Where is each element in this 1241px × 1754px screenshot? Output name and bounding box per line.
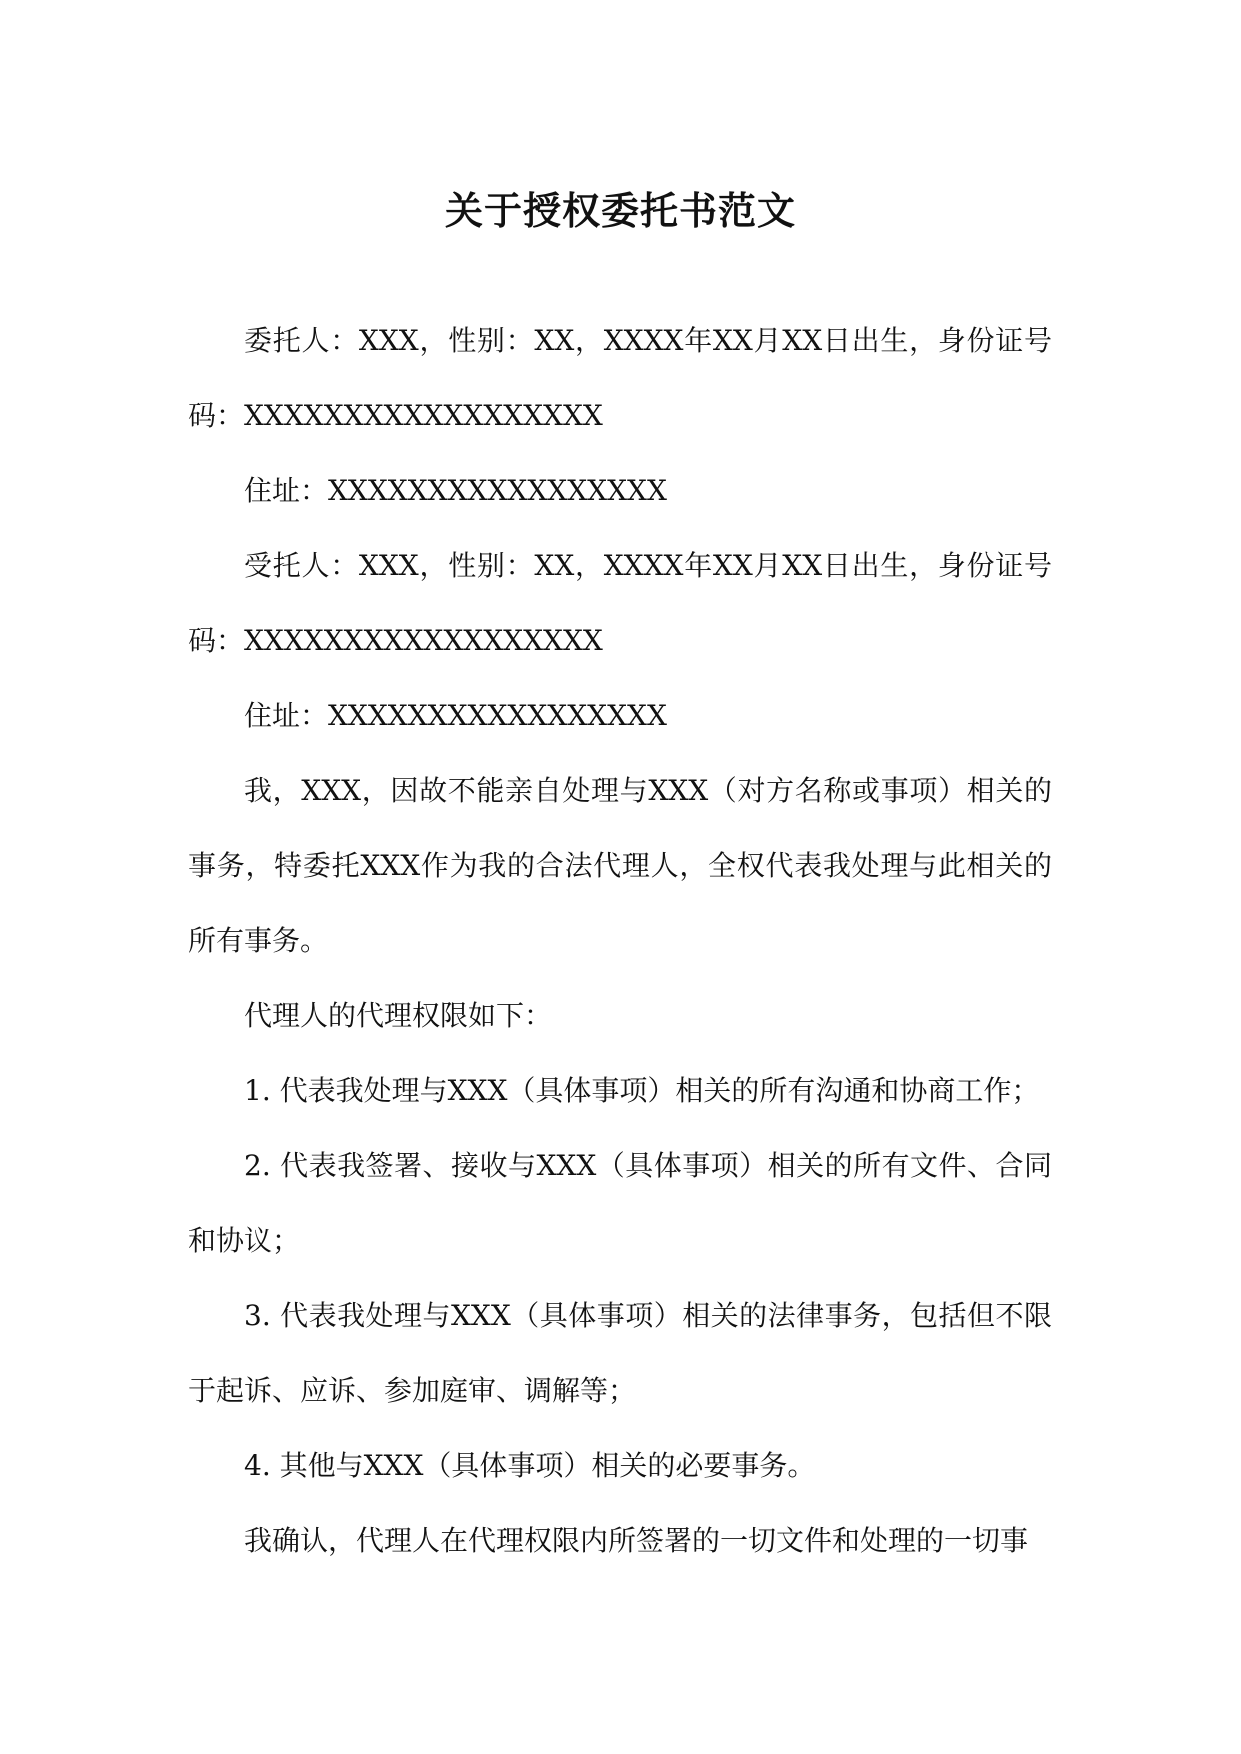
principal-info-paragraph: 委托人：XXX，性别：XX，XXXX年XX月XX日出生，身份证号码：XXXXXXXXXXXXXXXXXX xyxy=(188,324,1052,432)
authority-item-2: 2. 代表我签署、接收与XXX（具体事项）相关的所有文件、合同和协议； xyxy=(188,1149,1052,1257)
authority-item-1: 1. 代表我处理与XXX（具体事项）相关的所有沟通和协商工作； xyxy=(244,1074,1040,1107)
document-title: 关于授权委托书范文 xyxy=(444,188,796,233)
authority-scope-heading: 代理人的代理权限如下： xyxy=(244,999,553,1032)
principal-address-paragraph: 住址：XXXXXXXXXXXXXXXXX xyxy=(244,474,667,507)
authority-item-4: 4. 其他与XXX（具体事项）相关的必要事务。 xyxy=(244,1449,816,1482)
authority-item-3: 3. 代表我处理与XXX（具体事项）相关的法律事务，包括但不限于起诉、应诉、参加庭审、调解等； xyxy=(188,1299,1052,1407)
authorization-statement-paragraph: 我，XXX，因故不能亲自处理与XXX（对方名称或事项）相关的事务，特委托XXX作为我的合法代理人，全权代表我处理与此相关的所有事务。 xyxy=(188,774,1052,957)
agent-info-paragraph: 受托人：XXX，性别：XX，XXXX年XX月XX日出生，身份证号码：XXXXXXXXXXXXXXXXXX xyxy=(188,549,1052,657)
document-body xyxy=(188,303,1052,1578)
agent-address-paragraph: 住址：XXXXXXXXXXXXXXXXX xyxy=(244,699,667,732)
confirmation-paragraph: 我确认，代理人在代理权限内所签署的一切文件和处理的一切事 xyxy=(244,1524,1029,1557)
